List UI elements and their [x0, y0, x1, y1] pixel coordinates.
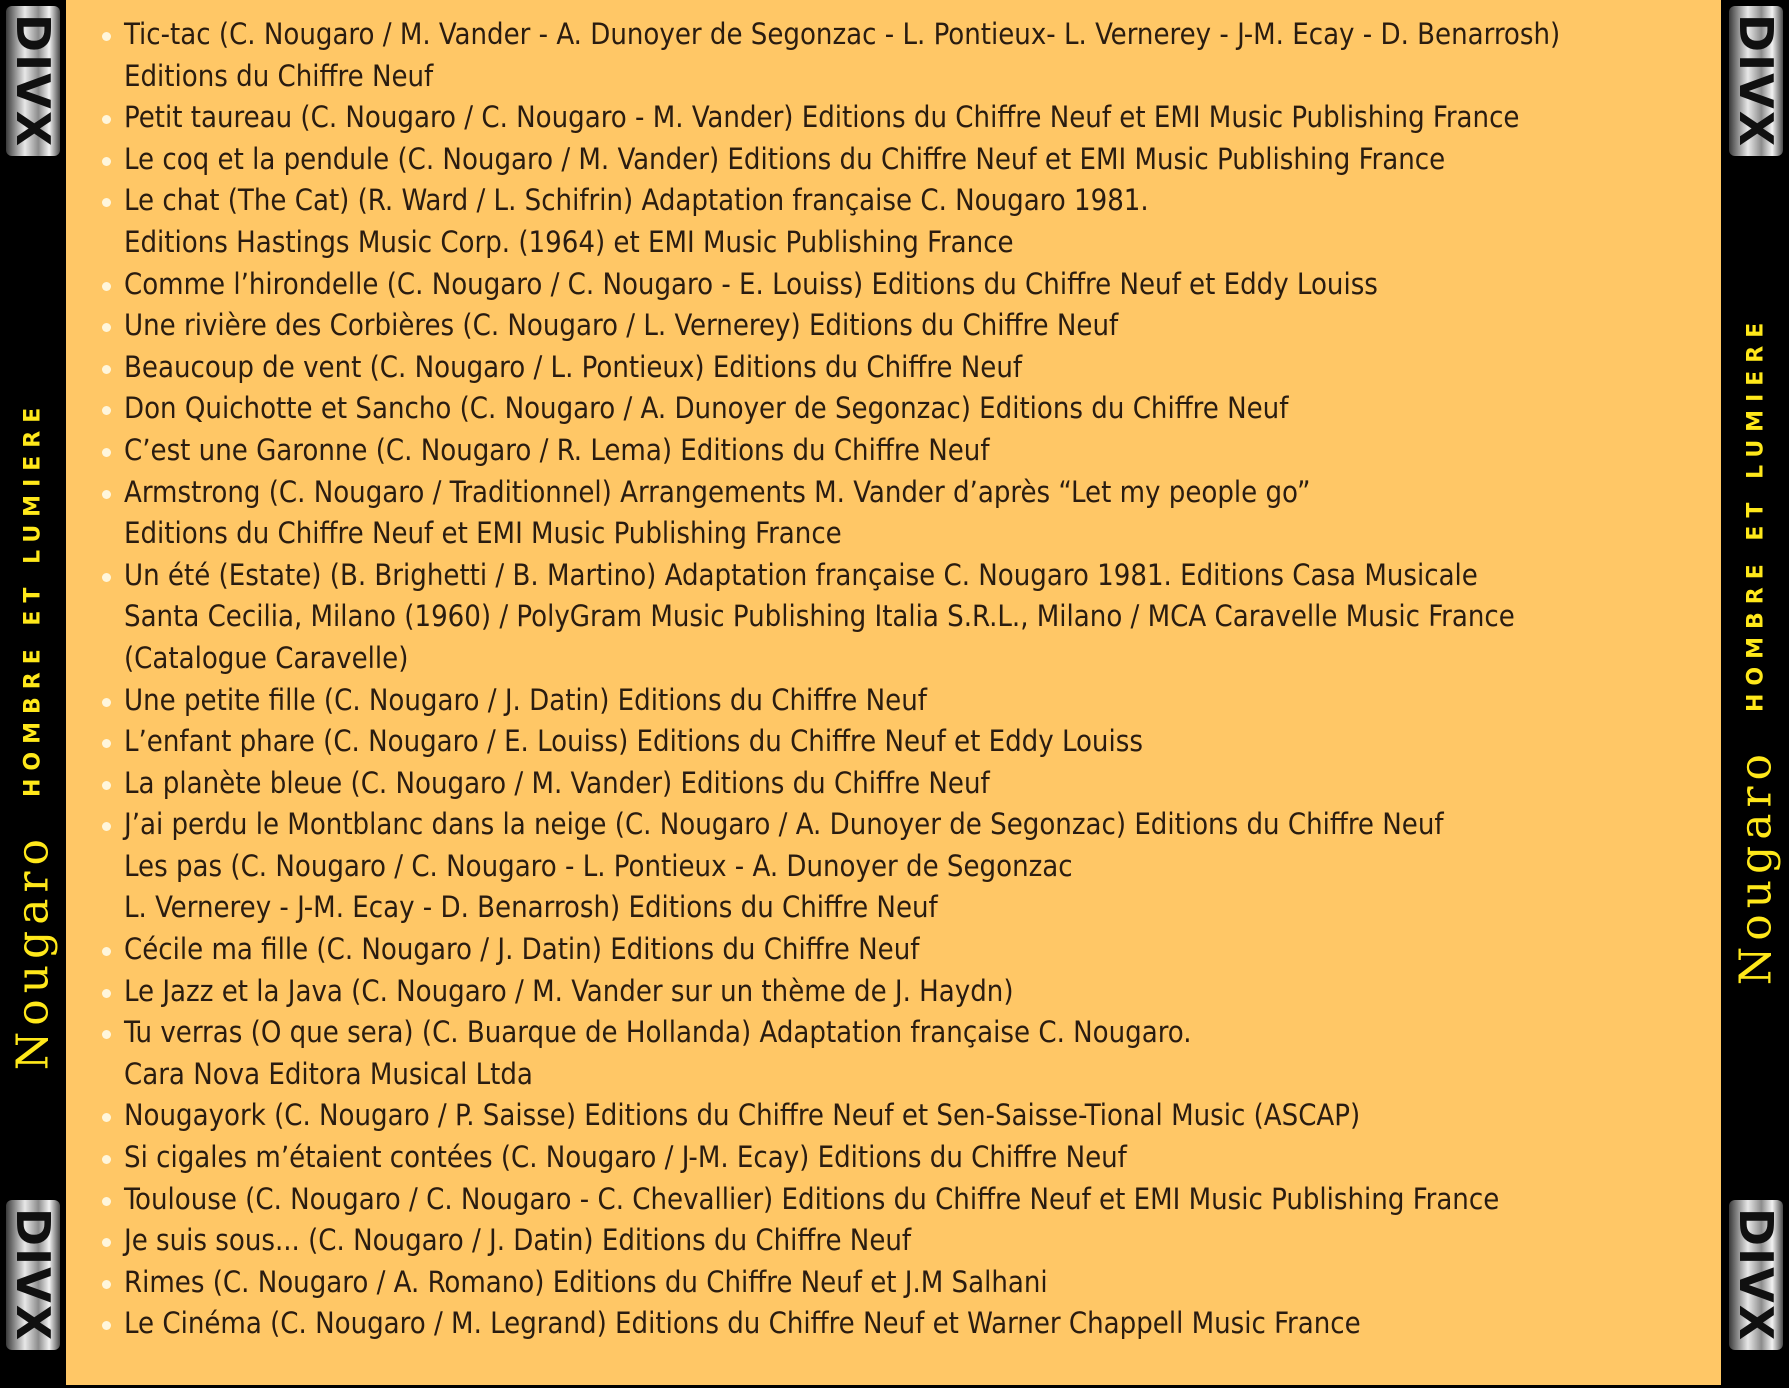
bullet-icon: [102, 406, 111, 415]
credit-item: [102, 680, 1702, 722]
credit-line: (Catalogue Caravelle): [124, 640, 409, 675]
bullet-icon: [102, 365, 111, 374]
credit-line: Toulouse (C. Nougaro / C. Nougaro - C. Chevallier) Editions du Chiffre Neuf et EMI Music Publishing France: [124, 1181, 1500, 1216]
bullet-icon: [102, 1197, 111, 1206]
credit-item: [102, 971, 1702, 1013]
credit-item: [102, 763, 1702, 805]
spine-album: HOMBRE ET LUMIERE: [1743, 314, 1769, 713]
bullet-icon: [102, 822, 111, 831]
credit-item: [102, 264, 1702, 306]
credit-line: Rimes (C. Nougaro / A. Romano) Editions du Chiffre Neuf et J.M Salhani: [124, 1264, 1048, 1299]
credit-line: Le chat (The Cat) (R. Ward / L. Schifrin) Adaptation française C. Nougaro 1981.: [124, 183, 1149, 218]
bullet-icon: [102, 490, 111, 499]
credit-line: Une rivière des Corbières (C. Nougaro / L. Vernerey) Editions du Chiffre Neuf: [124, 308, 1119, 343]
credit-item: [102, 1303, 1702, 1345]
credit-line: Le Jazz et la Java (C. Nougaro / M. Vander sur un thème de J. Haydn): [124, 973, 1014, 1008]
bullet-icon: [102, 448, 111, 457]
credit-line: Cara Nova Editora Musical Ltda: [124, 1056, 533, 1091]
divx-logo-top-left: DIVX: [6, 6, 60, 156]
bullet-icon: [102, 781, 111, 790]
credit-line: Un été (Estate) (B. Brighetti / B. Martino) Adaptation française C. Nougaro 1981. Editions Casa Musicale: [124, 557, 1478, 592]
credit-line: Editions Hastings Music Corp. (1964) et EMI Music Publishing France: [124, 224, 1014, 259]
bullet-icon: [102, 1280, 111, 1289]
bullet-icon: [102, 1155, 111, 1164]
credit-line: J’ai perdu le Montblanc dans la neige (C. Nougaro / A. Dunoyer de Segonzac) Editions du Chiffre Neuf: [124, 807, 1444, 842]
credit-line: Beaucoup de vent (C. Nougaro / L. Pontieux) Editions du Chiffre Neuf: [124, 349, 1023, 384]
credit-line: Une petite fille (C. Nougaro / J. Datin) Editions du Chiffre Neuf: [124, 682, 927, 717]
bullet-icon: [102, 157, 111, 166]
credit-item: [102, 347, 1702, 389]
credit-line: Nougayork (C. Nougaro / P. Saisse) Editions du Chiffre Neuf et Sen-Saisse-Tional Music (ASCAP): [124, 1098, 1361, 1133]
credit-line: Si cigales m’étaient contées (C. Nougaro / J-M. Ecay) Editions du Chiffre Neuf: [124, 1140, 1127, 1175]
credit-item: [102, 14, 1702, 97]
bullet-icon: [102, 573, 111, 582]
bullet-icon: [102, 1030, 111, 1039]
bullet-icon: [102, 282, 111, 291]
spine-artist: Nougaro: [1730, 748, 1782, 986]
spine-artist: Nougaro: [7, 833, 59, 1071]
credit-item: [102, 804, 1702, 929]
credit-line: Les pas (C. Nougaro / C. Nougaro - L. Pontieux - A. Dunoyer de Segonzac: [124, 848, 1073, 883]
credit-item: [102, 472, 1702, 555]
credit-item: [102, 180, 1702, 263]
divx-logo-top-right: DIVX: [1729, 6, 1783, 156]
bullet-icon: [102, 32, 111, 41]
credits-panel: [66, 0, 1721, 1385]
credit-line: Tic-tac (C. Nougaro / M. Vander - A. Dunoyer de Segonzac - L. Pontieux- L. Vernerey - J-M. Ecay - D. Benarrosh): [124, 17, 1561, 51]
credit-line: Tu verras (O que sera) (C. Buarque de Hollanda) Adaptation française C. Nougaro.: [124, 1015, 1192, 1050]
credit-line: Cécile ma fille (C. Nougaro / J. Datin) Editions du Chiffre Neuf: [124, 932, 920, 967]
bullet-icon: [102, 198, 111, 207]
spine-title-left: [8, 400, 59, 1071]
spine-album: HOMBRE ET LUMIERE: [20, 399, 46, 798]
bullet-icon: [102, 323, 111, 332]
credit-item: [102, 1179, 1702, 1221]
bullet-icon: [102, 989, 111, 998]
credit-item: [102, 929, 1702, 971]
credit-item: [102, 555, 1702, 680]
credit-line: Don Quichotte et Sancho (C. Nougaro / A. Dunoyer de Segonzac) Editions du Chiffre Neuf: [124, 391, 1289, 426]
credit-item: [102, 97, 1702, 139]
credit-line: Santa Cecilia, Milano (1960) / PolyGram Music Publishing Italia S.R.L., Milano / MCA Caravelle Music France: [124, 599, 1515, 634]
spine-title-right: [1731, 315, 1782, 986]
credit-item: [102, 1095, 1702, 1137]
credit-item: [102, 430, 1702, 472]
credit-line: Le coq et la pendule (C. Nougaro / M. Vander) Editions du Chiffre Neuf et EMI Music Publishing France: [124, 141, 1446, 176]
credit-line: Comme l’hirondelle (C. Nougaro / C. Nougaro - E. Louiss) Editions du Chiffre Neuf et Eddy Louiss: [124, 266, 1378, 301]
bullet-icon: [102, 698, 111, 707]
bullet-icon: [102, 1238, 111, 1247]
credit-item: [102, 1220, 1702, 1262]
credit-line: La planète bleue (C. Nougaro / M. Vander) Editions du Chiffre Neuf: [124, 765, 990, 800]
credit-line: Je suis sous... (C. Nougaro / J. Datin) Editions du Chiffre Neuf: [124, 1223, 912, 1258]
bullet-icon: [102, 115, 111, 124]
credit-item: [102, 1137, 1702, 1179]
credit-line: Petit taureau (C. Nougaro / C. Nougaro - M. Vander) Editions du Chiffre Neuf et EMI Music Publishing France: [124, 100, 1520, 135]
bullet-icon: [102, 739, 111, 748]
credit-line: L. Vernerey - J-M. Ecay - D. Benarrosh) Editions du Chiffre Neuf: [124, 890, 938, 925]
credit-item: [102, 305, 1702, 347]
credit-line: C’est une Garonne (C. Nougaro / R. Lema) Editions du Chiffre Neuf: [124, 432, 990, 467]
credit-line: Armstrong (C. Nougaro / Traditionnel) Arrangements M. Vander d’après “Let my people go”: [124, 474, 1311, 509]
bullet-icon: [102, 1321, 111, 1330]
credit-line: Editions du Chiffre Neuf et EMI Music Publishing France: [124, 516, 842, 551]
bullet-icon: [102, 947, 111, 956]
credit-item: [102, 1262, 1702, 1304]
credit-line: Le Cinéma (C. Nougaro / M. Legrand) Editions du Chiffre Neuf et Warner Chappell Music France: [124, 1306, 1361, 1341]
credit-line: L’enfant phare (C. Nougaro / E. Louiss) Editions du Chiffre Neuf et Eddy Louiss: [124, 724, 1143, 759]
credit-line: Editions du Chiffre Neuf: [124, 58, 434, 93]
bullet-icon: [102, 1113, 111, 1122]
credit-item: [102, 1012, 1702, 1095]
credits-list: [102, 14, 1702, 1345]
divx-logo-bottom-right: DIVX: [1729, 1200, 1783, 1350]
credit-item: [102, 721, 1702, 763]
credit-item: [102, 139, 1702, 181]
credit-item: [102, 388, 1702, 430]
right-spine: [1723, 0, 1789, 1388]
divx-logo-bottom-left: DIVX: [6, 1200, 60, 1350]
left-spine: [0, 0, 66, 1388]
